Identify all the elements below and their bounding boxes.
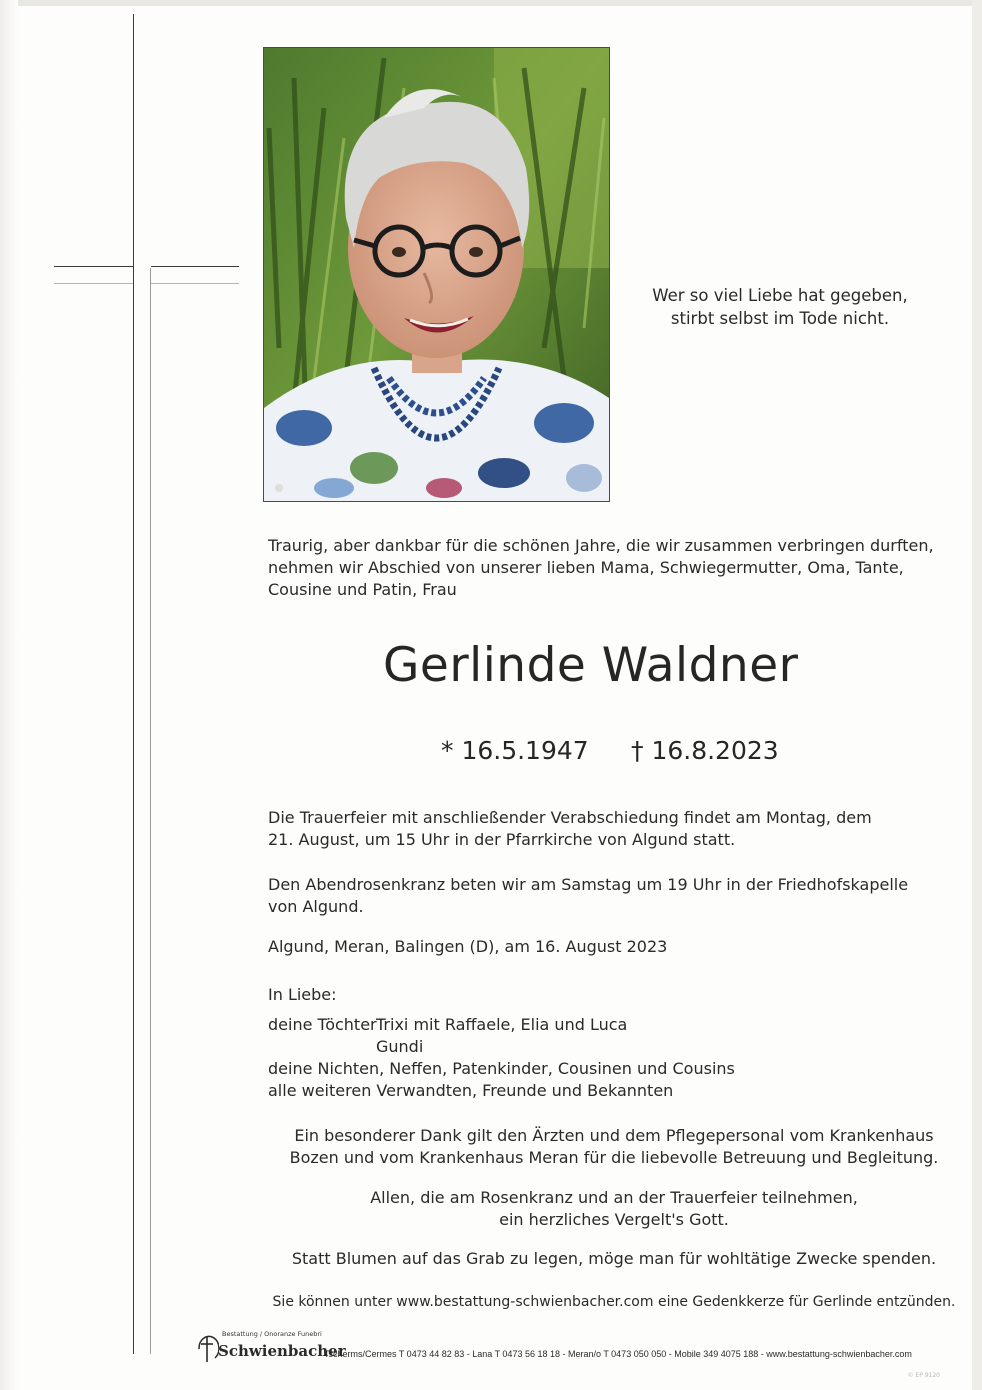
cross-vertical-line-light bbox=[150, 268, 151, 1354]
relatives-row bbox=[268, 1080, 958, 1102]
thanks-line: Ein besonderer Dank gilt den Ärzten und dem Pflegepersonal vom Krankenhaus bbox=[294, 1126, 934, 1145]
rosary-line: von Algund. bbox=[268, 897, 364, 916]
funeral-notice bbox=[268, 807, 958, 851]
portrait-photo bbox=[263, 47, 610, 502]
cross-arm-left bbox=[54, 266, 133, 267]
thanks-line: Bozen und vom Krankenhaus Meran für die liebevolle Betreuung und Begleitung. bbox=[289, 1148, 939, 1167]
rosary-line: Den Abendrosenkranz beten wir am Samstag um 19 Uhr in der Friedhofskapelle bbox=[268, 875, 909, 894]
death-date: † 16.8.2023 bbox=[631, 736, 779, 765]
cross-vertical-line bbox=[133, 14, 134, 1354]
intro-line: Cousine und Patin, Frau bbox=[268, 580, 457, 599]
relatives-who: deine Töchter bbox=[268, 1015, 377, 1034]
gods-thanks-line: ein herzliches Vergelt's Gott. bbox=[499, 1210, 729, 1229]
rosary-notice bbox=[268, 874, 958, 918]
funeral-line: Die Trauerfeier mit anschließender Verabschiedung findet am Montag, dem bbox=[268, 808, 872, 827]
contact-line: Tscherms/Cermes T 0473 44 82 83 - Lana T 0473 56 18 18 - Meran/o T 0473 050 050 - Mobile 349 4075 188 - www.bestattung-schwienbacher.com bbox=[324, 1349, 912, 1359]
intro-line: nehmen wir Abschied von unserer lieben Mama, Schwiegermutter, Oma, Tante, bbox=[268, 558, 904, 577]
place-date: Algund, Meran, Balingen (D), am 16. August 2023 bbox=[268, 937, 668, 956]
logo-tagline: Bestattung / Onoranze Funebri bbox=[222, 1330, 322, 1338]
funeral-home-logo bbox=[192, 1330, 346, 1370]
deceased-name: Gerlinde Waldner bbox=[383, 638, 799, 693]
flowers-note: Statt Blumen auf das Grab zu legen, möge man für wohltätige Zwecke spenden. bbox=[291, 1249, 937, 1268]
intro-line: Traurig, aber dankbar für die schönen Jahre, die wir zusammen verbringen durften, bbox=[268, 536, 934, 555]
thanks-paragraph bbox=[268, 1125, 960, 1169]
relatives-row bbox=[268, 1036, 958, 1058]
paper-edge-top bbox=[0, 0, 982, 6]
candle-note: Sie können unter www.bestattung-schwienbacher.com eine Gedenkkerze für Gerlinde entzünden. bbox=[272, 1294, 956, 1310]
relatives-who: alle weiteren Verwandten, Freunde und Bekannten bbox=[268, 1081, 674, 1100]
cross-arm-right-shadow bbox=[151, 283, 239, 284]
cross-icon bbox=[195, 1334, 219, 1364]
quote-line: Wer so viel Liebe hat gegeben, bbox=[652, 286, 908, 305]
birth-date: * 16.5.1947 bbox=[441, 736, 589, 765]
funeral-home-footer bbox=[192, 1330, 952, 1370]
relatives-who: deine Nichten, Neffen, Patenkinder, Cousinen und Cousins bbox=[268, 1059, 735, 1078]
relatives-row bbox=[268, 1014, 958, 1036]
paper-edge-right bbox=[972, 0, 982, 1390]
logo-name: Schwienbacher bbox=[218, 1342, 346, 1360]
cross-arm-right bbox=[151, 266, 239, 267]
paper-edge-left bbox=[0, 0, 18, 1390]
relatives-list bbox=[268, 1014, 958, 1102]
print-code: © EP 9120 bbox=[907, 1372, 940, 1379]
relatives-names: Trixi mit Raffaele, Elia und Luca bbox=[376, 1015, 628, 1034]
relatives-row bbox=[268, 1058, 958, 1080]
gods-thanks-line: Allen, die am Rosenkranz und an der Trauerfeier teilnehmen, bbox=[370, 1188, 858, 1207]
life-dates bbox=[441, 736, 841, 765]
memorial-quote bbox=[610, 284, 950, 330]
gods-thanks-paragraph bbox=[268, 1187, 960, 1231]
in-love-heading: In Liebe: bbox=[268, 985, 337, 1004]
intro-paragraph bbox=[268, 535, 958, 601]
quote-line: stirbt selbst im Tode nicht. bbox=[670, 309, 890, 328]
cross-arm-left-shadow bbox=[54, 283, 133, 284]
funeral-line: 21. August, um 15 Uhr in der Pfarrkirche von Algund statt. bbox=[268, 830, 736, 849]
relatives-names: Gundi bbox=[376, 1037, 424, 1056]
